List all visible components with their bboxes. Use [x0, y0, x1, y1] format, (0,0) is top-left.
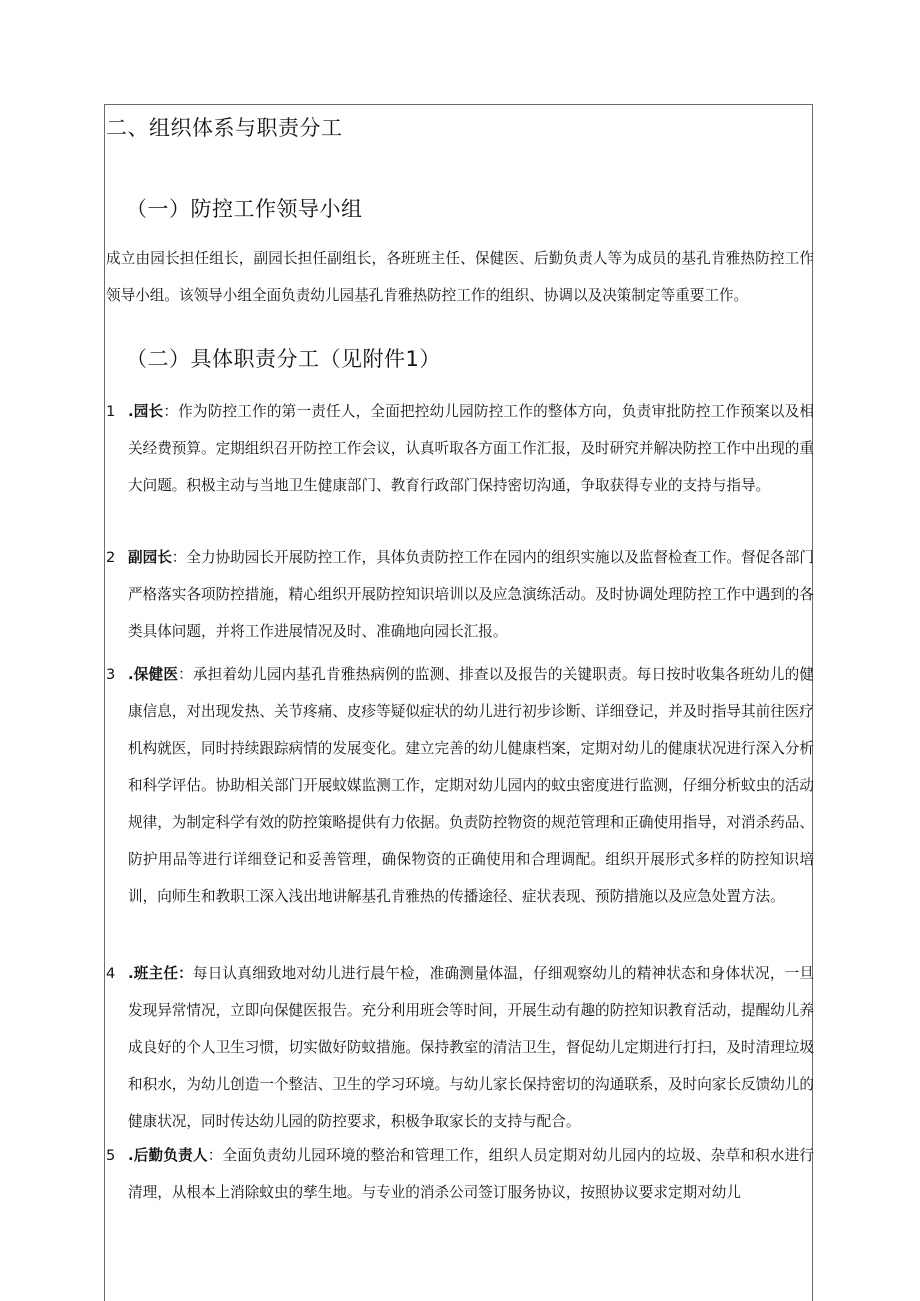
item-body [128, 1137, 814, 1211]
duty-item-class-teacher [106, 955, 814, 1140]
item-body [128, 656, 814, 915]
item-text: ：全面负责幼儿园环境的整治和管理工作，组织人员定期对幼儿园内的垃圾、杂草和积水进行清理，从根本上消除蚊虫的孳生地。与专业的消杀公司签订服务协议，按照协议要求定期对幼儿 [128, 1147, 815, 1201]
item-role: .班主任： [128, 965, 193, 982]
duty-item-principal [106, 393, 814, 504]
section-title: 二、组织体系与职责分工 [106, 116, 343, 140]
item-number: 3 [106, 666, 116, 683]
leadership-paragraph: 成立由园长担任组长，副园长担任副组长，各班班主任、保健医、后勤负责人等为成员的基孔肯雅热防控工作领导小组。该领导小组全面负责幼儿园基孔肯雅热防控工作的组织、协调以及决策制定等重要工作。 [106, 250, 814, 304]
item-number: 5 [106, 1147, 116, 1164]
item-number: 4 [106, 965, 116, 982]
item-text: ：全力协助园长开展防控工作，具体负责防控工作在园内的组织实施以及监督检查工作。督促各部门严格落实各项防控措施，精心组织开展防控知识培训以及应急演练活动。及时协调处理防控工作中遇到的各类具体问题，并将工作进展情况及时、准确地向园长汇报。 [128, 549, 814, 640]
item-role: .保健医 [128, 666, 179, 683]
item-text: ：承担着幼儿园内基孔肯雅热病例的监测、排查以及报告的关键职责。每日按时收集各班幼儿的健康信息，对出现发热、关节疼痛、皮疹等疑似症状的幼儿进行初步诊断、详细登记，并及时指导其前往医疗机构就医，同时持续跟踪病情的发展变化。建立完善的幼儿健康档案，定期对幼儿的健康状况进行深入分析和科学评估。协助相关部门开展蚊媒监测工作，定期对幼儿园内的蚊虫密度进行监测，仔细分析蚊虫的活动规律，为制定科学有效的防控策略提供有力依据。负责防控物资的规范管理和正确使用指导，对消杀药品、防护用品等进行详细登记和妥善管理，确保物资的正确使用和合理调配。组织开展形式多样的防控知识培训，向师生和教职工深入浅出地讲解基孔肯雅热的传播途径、症状表现、预防措施以及应急处置方法。 [128, 666, 814, 905]
item-body [128, 955, 814, 1140]
item-role: .后勤负责人 [128, 1147, 208, 1164]
item-role: 副园长 [128, 549, 172, 566]
duty-item-vice-principal [106, 539, 814, 650]
item-role: .园长 [128, 403, 164, 420]
item-number: 2 [106, 549, 116, 566]
item-text: 每日认真细致地对幼儿进行晨午检，准确测量体温，仔细观察幼儿的精神状态和身体状况，一旦发现异常情况，立即向保健医报告。充分利用班会等时间，开展生动有趣的防控知识教育活动，提醒幼儿养成良好的个人卫生习惯，切实做好防蚊措施。保持教室的清洁卫生，督促幼儿定期进行打扫，及时清理垃圾和积水，为幼儿创造一个整洁、卫生的学习环境。与幼儿家长保持密切的沟通联系，及时向家长反馈幼儿的健康状况，同时传达幼儿园的防控要求，积极争取家长的支持与配合。 [128, 965, 814, 1130]
duty-item-health-doctor [106, 656, 814, 915]
subsection-title-duties: （二）具体职责分工（见附件1） [126, 347, 441, 371]
item-text: ：作为防控工作的第一责任人，全面把控幼儿园防控工作的整体方向，负责审批防控工作预案以及相关经费预算。定期组织召开防控工作会议，认真听取各方面工作汇报，及时研究并解决防控工作中出现的重大问题。积极主动与当地卫生健康部门、教育行政部门保持密切沟通，争取获得专业的支持与指导。 [128, 403, 814, 494]
item-number: 1 [106, 403, 116, 420]
item-body [128, 393, 814, 504]
item-body [128, 539, 814, 650]
subsection-title-leadership: （一）防控工作领导小组 [126, 197, 363, 221]
duty-item-logistics [106, 1137, 814, 1211]
